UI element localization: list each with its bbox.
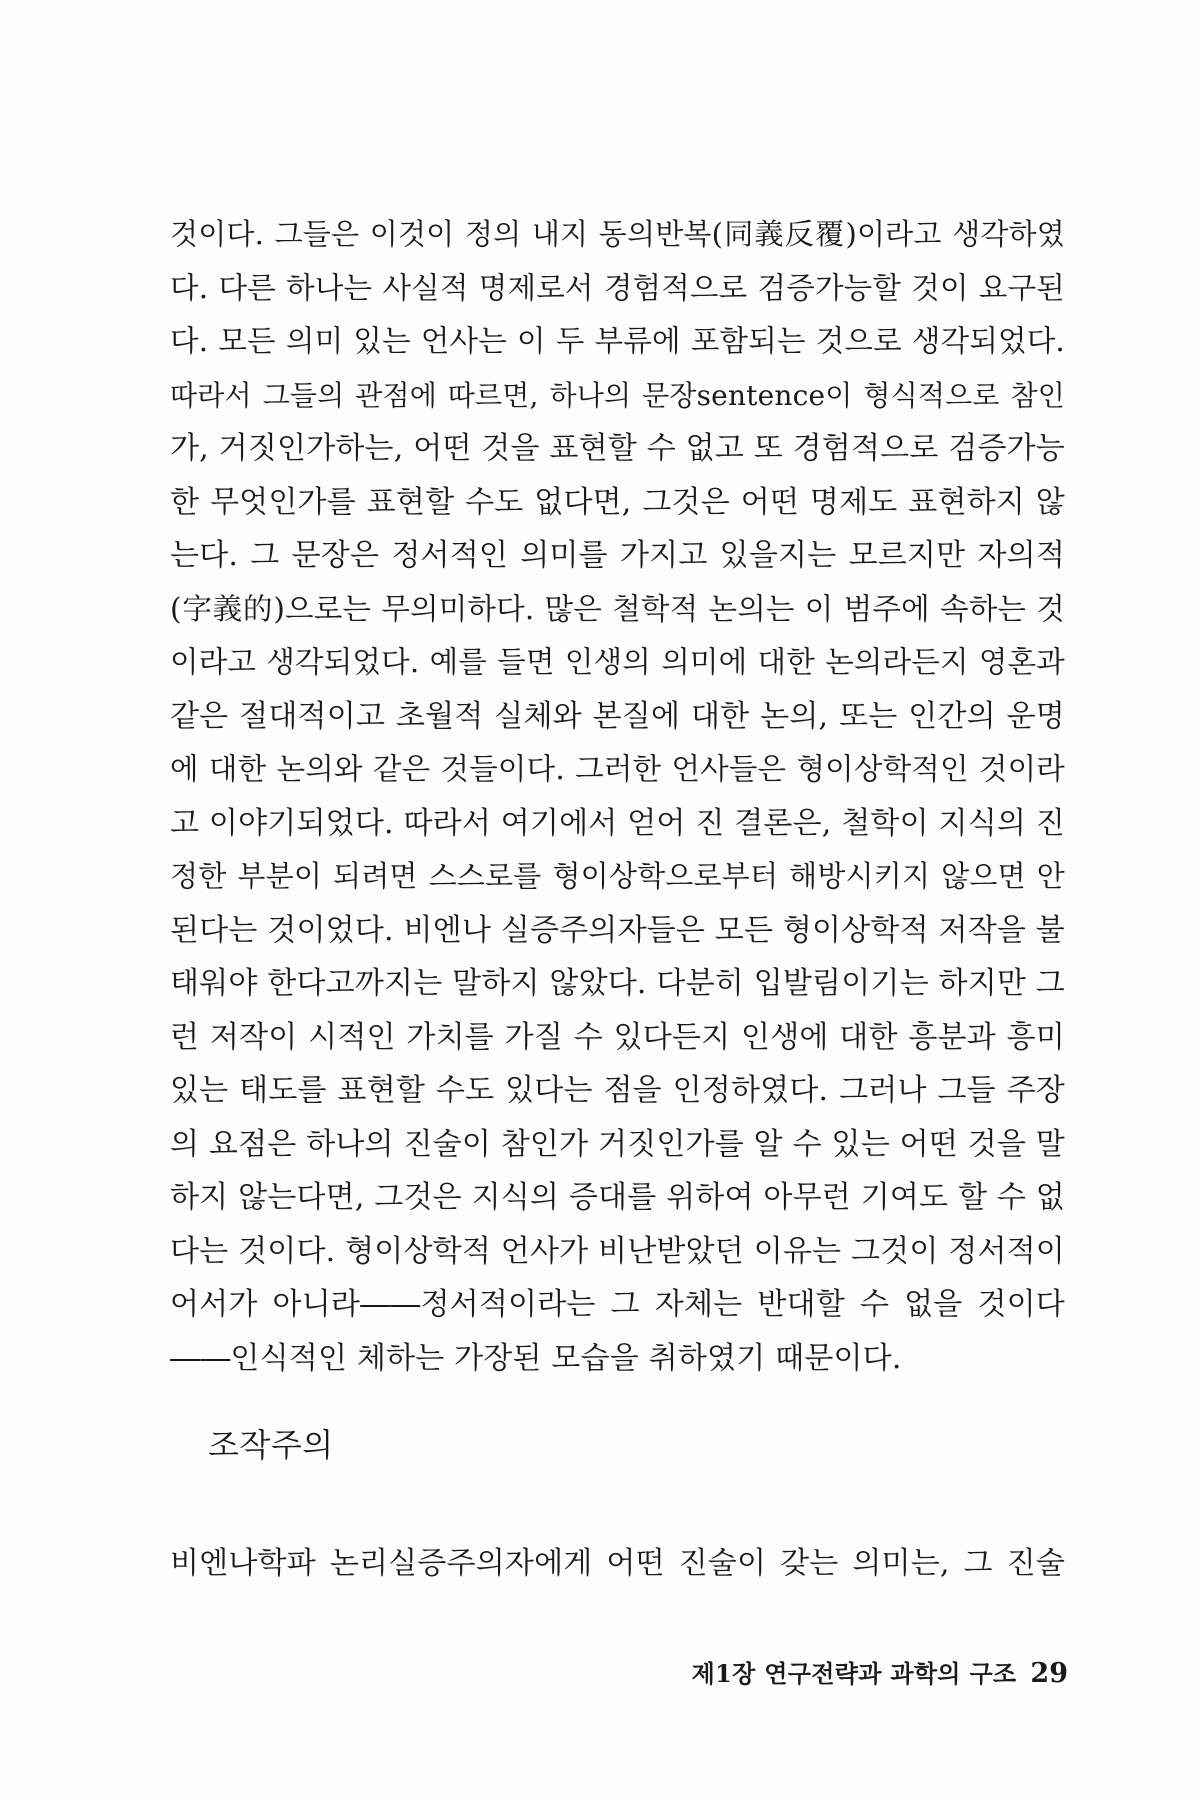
text-line: 고 이야기되었다. 따라서 여기에서 얻어 진 결론은, 철학이 지식의 진 xyxy=(170,805,1065,841)
text-line: 하지 않는다면, 그것은 지식의 증대를 위하여 아무런 기여도 할 수 없 xyxy=(170,1180,1065,1215)
text-line: (字義的)으로는 무의미하다. 많은 철학적 논의는 이 범주에 속하는 것 xyxy=(170,591,1065,626)
text-line: 것이다. 그들은 이것이 정의 내지 동의반복(同義反覆)이라고 생각하였 xyxy=(170,217,1065,251)
text-line: 런 저작이 시적인 가치를 가질 수 있다든지 인생에 대한 흥분과 흥미 xyxy=(170,1019,1065,1055)
text-line: ――인식적인 체하는 가장된 모습을 취하였기 때문이다. xyxy=(170,1340,902,1376)
text-line: 태워야 한다고까지는 말하지 않았다. 다분히 입발림이기는 하지만 그 xyxy=(170,966,1065,1001)
text-line: 한 무엇인가를 표현할 수도 없다면, 그것은 어떤 명제도 표현하지 않 xyxy=(170,484,1065,520)
page-footer xyxy=(668,1654,1068,1689)
body-paragraph xyxy=(170,208,1065,1385)
text-line: 비엔나학파 논리실증주의자에게 어떤 진술이 갖는 의미는, 그 진술 xyxy=(170,1546,1065,1581)
text-line: 에 대한 논의와 같은 것들이다. 그러한 언사들은 형이상학적인 것이라 xyxy=(170,752,1065,786)
text-line: 어서가 아니라――정서적이라는 그 자체는 반대할 수 없을 것이다 xyxy=(170,1287,1065,1322)
running-head: 제1장 연구전략과 과학의 구조 xyxy=(691,1659,1017,1688)
text-line: 따라서 그들의 관점에 따르면, 하나의 문장sentence이 형식적으로 참인 xyxy=(170,378,1065,412)
text-line: 된다는 것이었다. 비엔나 실증주의자들은 모든 형이상학적 저작을 불 xyxy=(170,912,1065,948)
text-line: 정한 부분이 되려면 스스로를 형이상학으로부터 해방시키지 않으면 안 xyxy=(170,859,1065,893)
text-line: 의 요점은 하나의 진술이 참인가 거짓인가를 알 수 있는 어떤 것을 말 xyxy=(170,1126,1065,1162)
page-number: 29 xyxy=(1030,1658,1068,1689)
text-line: 있는 태도를 표현할 수도 있다는 점을 인정하였다. 그러나 그들 주장 xyxy=(170,1073,1065,1108)
next-paragraph xyxy=(170,1537,1065,1591)
text-line: 같은 절대적이고 초월적 실체와 본질에 대한 논의, 또는 인간의 운명 xyxy=(170,698,1065,734)
text-line: 다는 것이다. 형이상학적 언사가 비난받았던 이유는 그것이 정서적이 xyxy=(170,1233,1065,1269)
text-line: 이라고 생각되었다. 예를 들면 인생의 의미에 대한 논의라든지 영혼과 xyxy=(170,645,1065,679)
text-line: 는다. 그 문장은 정서적인 의미를 가지고 있을지는 모르지만 자의적 xyxy=(170,538,1065,573)
section-heading: 조작주의 xyxy=(208,1426,334,1464)
text-line: 다. 모든 의미 있는 언사는 이 두 부류에 포함되는 것으로 생각되었다. xyxy=(170,324,1065,358)
text-line: 가, 거짓인가하는, 어떤 것을 표현할 수 없고 또 경험적으로 검증가능 xyxy=(170,431,1065,466)
text-line: 다. 다른 하나는 사실적 명제로서 경험적으로 검증가능할 것이 요구된 xyxy=(170,270,1065,305)
